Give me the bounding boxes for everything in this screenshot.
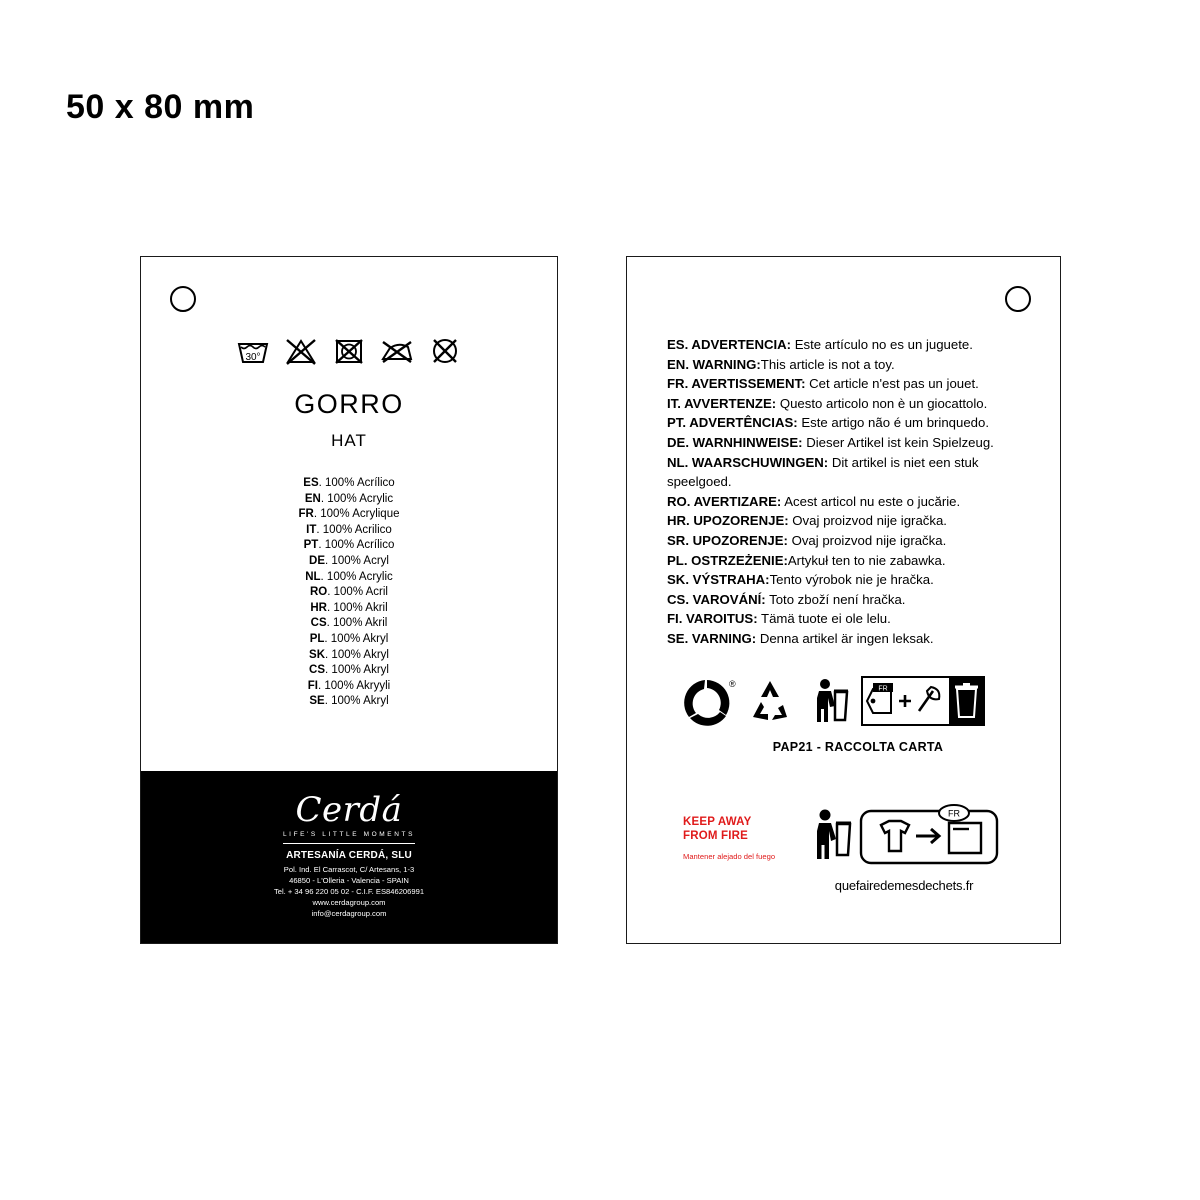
punch-hole-icon	[1005, 286, 1031, 312]
company-website: www.cerdagroup.com	[312, 898, 386, 907]
company-email: info@cerdagroup.com	[311, 909, 387, 918]
back-label-card	[626, 256, 1061, 944]
do-not-tumble-dry-icon	[332, 335, 366, 365]
warnings-list	[667, 335, 1037, 649]
list-item: RO. 100% Acril	[310, 586, 388, 599]
mobius-recycle-icon	[745, 677, 795, 730]
brand-footer	[141, 771, 557, 943]
svg-text:®: ®	[729, 679, 736, 689]
do-not-iron-icon	[380, 335, 414, 365]
list-item: FR. AVERTISSEMENT: Cet article n'est pas un jouet.	[667, 376, 979, 392]
list-item: HR. 100% Akril	[310, 601, 388, 614]
list-item: CS. 100% Akryl	[309, 664, 389, 677]
list-item: HR. UPOZORENJE: Ovaj proizvod nije igračka.	[667, 513, 947, 529]
do-not-dry-clean-icon	[428, 335, 462, 365]
front-label-card	[140, 256, 558, 944]
list-item: PT. 100% Acrílico	[303, 539, 395, 552]
svg-text:FR: FR	[878, 685, 888, 693]
list-item: CS. VAROVÁNÍ: Toto zboží není hračka.	[667, 591, 906, 607]
brand-logo: Cerdá	[295, 790, 403, 830]
list-item: SE. 100% Akryl	[309, 695, 389, 708]
list-item: SK. VÝSTRAHA:Tento výrobok nie je hračka.	[667, 572, 934, 588]
list-item: DE. 100% Acryl	[309, 554, 389, 567]
company-contact: Tel. + 34 96 220 05 02 - C.I.F. ES846206991	[273, 887, 425, 896]
tidyman-icon	[805, 676, 851, 731]
fr-tag-text: FR	[948, 808, 961, 819]
list-item: IT. 100% Acrilico	[306, 523, 392, 536]
list-item: PT. ADVERTÊNCIAS: Este artigo não é um brinquedo.	[667, 415, 990, 431]
composition-list	[141, 476, 557, 710]
list-item: FI. VAROITUS: Tämä tuote ei ole lelu.	[667, 611, 891, 627]
list-item: SR. UPOZORENJE: Ovaj proizvod nije igračka.	[667, 532, 947, 548]
list-item: ES. ADVERTENCIA: Este artículo no es un juguete.	[667, 337, 973, 352]
product-name: GORRO	[294, 389, 404, 419]
list-item: SE. VARNING: Denna artikel är ingen leksak.	[667, 630, 934, 646]
fire-warning-block	[683, 805, 1023, 893]
company-address-1: Pol. Ind. El Carrascot, C/ Artesans, 1-3	[283, 865, 415, 874]
fire-line-1: KEEP AWAY	[683, 816, 752, 828]
brand-tagline: LIFE'S LITTLE MOMENTS	[282, 831, 416, 838]
fire-line-3: Mantener alejado del fuego	[683, 852, 776, 861]
list-item: FR. 100% Acrylique	[298, 508, 400, 521]
list-item: DE. WARNHINWEISE: Dieser Artikel ist kein Spielzeug.	[667, 434, 994, 450]
triman-bin-box-icon	[861, 675, 985, 732]
list-item: CS. 100% Akril	[310, 617, 388, 630]
do-not-bleach-icon	[284, 335, 318, 365]
list-item: RO. AVERTIZARE: Acest articol nu este o jucărie.	[667, 493, 961, 509]
wash-30-icon	[236, 335, 270, 365]
list-item: EN. 100% Acrylic	[304, 492, 394, 505]
divider	[283, 843, 415, 844]
page-title: 50 x 80 mm	[66, 88, 255, 126]
fire-line-2: FROM FIRE	[683, 830, 749, 842]
keep-away-from-fire-text	[683, 805, 775, 864]
list-item: ES. 100% Acrílico	[303, 477, 395, 489]
triman-block	[809, 805, 999, 893]
recycling-block	[679, 675, 1029, 754]
company-address-2: 46850 - L'Olleria - Valencia - SPAIN	[289, 876, 409, 885]
list-item: EN. WARNING:This article is not a toy.	[667, 356, 895, 372]
list-item: NL. 100% Acrylic	[305, 570, 393, 583]
list-item: FI. 100% Akryyli	[307, 679, 391, 692]
list-item: NL. WAARSCHUWINGEN: Dit artikel is niet een stuk speelgoed.	[667, 454, 979, 490]
punch-hole-icon	[170, 286, 196, 312]
company-name: ARTESANÍA CERDÁ, SLU	[286, 850, 412, 861]
pap-caption: PAP21 - RACCOLTA CARTA	[772, 740, 944, 754]
list-item: PL. OSTRZEŻENIE:Artykuł ten to nie zabawka.	[667, 552, 946, 568]
list-item: IT. AVVERTENZE: Questo articolo non è un giocattolo.	[667, 395, 988, 411]
care-symbols-row	[141, 335, 557, 365]
product-name-english: HAT	[331, 431, 367, 450]
recycling-loop-icon	[679, 675, 735, 732]
triman-textile-bin-icon	[809, 808, 999, 871]
list-item: PL. 100% Akryl	[309, 632, 389, 645]
svg-text:30°: 30°	[245, 352, 261, 363]
list-item: SK. 100% Akryl	[309, 648, 389, 661]
triman-caption: quefairedemesdechets.fr	[834, 878, 974, 893]
